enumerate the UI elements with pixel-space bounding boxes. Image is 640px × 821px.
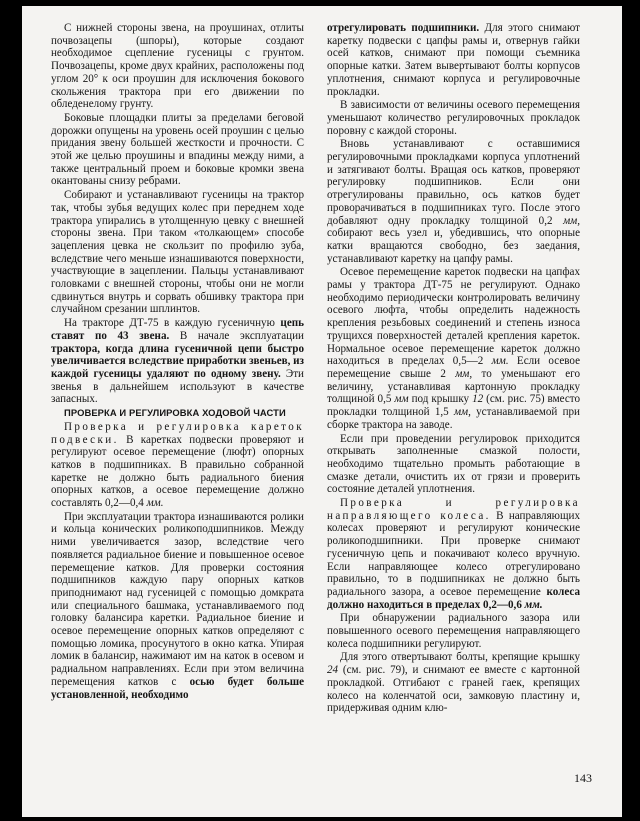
right-column bbox=[327, 22, 580, 716]
text-run: (см. рис. 75) вместо прокладки толщиной 1,5 bbox=[327, 393, 580, 419]
paragraph: С нижней стороны звена, на проушинах, отлиты почвозацепы (шпоры), которые создают необходимое сцепление гусеницы с грунтом. Почвозацепы, кроме двух крайних, расположены под углом 20° к оси проушин для исключения бокового скольжения трактора при его движении по обледенелому грунту. bbox=[51, 22, 304, 111]
italic-unit: мм. bbox=[491, 355, 509, 368]
text-run: Если осевое перемещение свыше 2 bbox=[327, 355, 581, 380]
text-run: На тракторе ДТ-75 в каждую гусеничную bbox=[64, 317, 281, 330]
bold-text: отрегулировать подшипники. bbox=[327, 22, 480, 34]
bold-text: трактора, когда длина гусеничной цепи быстро увеличивается вследствие приработки звеньев, из каждой гусеницы удаляют по одному звену. bbox=[51, 342, 305, 380]
text-run: устанавливаемой при сборке трактора на заводе. bbox=[327, 406, 580, 431]
italic-unit: мм. bbox=[524, 598, 543, 611]
spaced-heading: Проверка и регулировка кареток подвески. bbox=[51, 420, 304, 446]
text-run: При эксплуатации трактора изнашиваются ролики и кольца конических роликоподшипников. Между ними увеличивается зазор, вследствие чего появляется радиальное биение и повышенное осевое перемещение катков. Для проверки состояния подшипников каждую пару опорных катков приподнимают над гусеницей с помощью домкрата или специального башмака, устанавливаемого под головку балансира каретки. Радиальное биение и осевое перемещение опорных катков определяют с помощью ломика, просунутого в окно катка. Упирая ломик в балансир, нажимают им на каток в осевом и радиальном направлениях. Если при этом величина перемещения катков с bbox=[51, 510, 304, 688]
text-run: Эти звенья в дальнейшем используют в качестве запасных. bbox=[51, 367, 304, 406]
bold-text: цепь ставят по 43 звена. bbox=[51, 317, 304, 342]
bold-text: осью будет больше установленной, необходимо bbox=[51, 675, 305, 701]
book-page bbox=[22, 6, 622, 817]
paragraph: В зависимости от величины осевого перемещения уменьшают количество регулировочных прокладок поровну с каждой стороны. bbox=[327, 99, 580, 137]
italic-unit: мм. bbox=[146, 497, 164, 510]
text-run: В начале эксплуатации bbox=[169, 329, 304, 342]
section-title: ПРОВЕРКА И РЕГУЛИРОВКА ХОДОВОЙ ЧАСТИ bbox=[64, 407, 286, 419]
page-number: 143 bbox=[574, 771, 592, 785]
text-run: Для этого отвертывают болты, крепящие крышку bbox=[340, 651, 580, 664]
paragraph bbox=[51, 421, 304, 510]
paragraph bbox=[327, 138, 580, 265]
italic-unit: мм, bbox=[455, 367, 473, 380]
paragraph bbox=[51, 511, 304, 702]
left-column bbox=[51, 22, 304, 702]
text-run: Осевое перемещение кареток подвески на цапфах рамы у трактора ДТ-75 не регулируют. Однако необходимо периодически контролировать величину осевого люфта, чтобы определить надежность крепления резьбовых соединений и степень износа трущихся поверхностей деталей крепления кареток. Нормальное осевое перемещение кареток должно находиться в пределах 0,5—2 bbox=[327, 266, 580, 368]
paragraph bbox=[327, 497, 580, 611]
italic-unit: мм, bbox=[563, 214, 580, 227]
paragraph bbox=[327, 266, 580, 431]
text-run: (см. рис. 79), и снимают ее вместе с картонной прокладкой. Отгибают с граней гаек, крепящих колесо на коленчатой оси, замковую пластину и, придерживая одним клю- bbox=[327, 664, 580, 715]
text-run: то уменьшают его величину, устанавливая картонную прокладку толщиной 0,5 bbox=[327, 367, 580, 406]
paragraph: Собирают и устанавливают гусеницы на трактор так, чтобы зубья ведущих колес при переднем ходе трактора упирались в утолщенную цевку с внешней стороны звена. При таком «толкающем» способе зацепления цевка не скользит по профилю зуба, вследствие чего меньше изнашиваются поверхности, участвующие в зацеплении. Пальцы устанавливают головками с внешней стороны, чтобы они не могли сдвинуться внутрь и сорвать обшивку трактора при случайном срезании шплинтов. bbox=[51, 189, 304, 316]
italic-unit: мм, bbox=[453, 406, 471, 419]
bold-text: колеса должно находиться в пределах 0,2—0,6 bbox=[327, 585, 580, 611]
paragraph: Если при проведении регулировок приходится открывать заполненные смазкой полости, необходимо тщательно промыть работающие в смазке детали, очистить их от грязи и проверить состояние деталей уплотнения. bbox=[327, 432, 580, 496]
paragraph: При обнаружении радиального зазора или повышенного осевого перемещения направляющего колеса подшипники регулируют. bbox=[327, 612, 580, 650]
text-run: собирают весь узел и, убедившись, что опорные катки вращаются свободно, без заедания, устанавливают каретку на цапфу рамы. bbox=[327, 227, 580, 265]
text-run: под крышку bbox=[408, 393, 473, 406]
italic-unit: мм bbox=[394, 393, 409, 406]
text-run: Для этого снимают каретку подвески с цапфы рамы и, отвернув гайки осей катков, снимают при помощи съемника опорные катки. Затем вывертывают болты корпусов уплотнения, снимают корпуса и регулировочные прокладки. bbox=[327, 22, 580, 98]
text-run: В каретках подвески проверяют и регулируют осевое перемещение (люфт) опорных катков в подшипниках. В правильно собранной каретке не должно быть радиального биения опорных катков, а осевое перемещение должно составлять 0,2—0,4 bbox=[51, 433, 304, 510]
spaced-heading: Проверка и регулировка направляющего колеса. bbox=[327, 497, 580, 522]
paragraph bbox=[327, 22, 580, 98]
text-run: В направляющих колесах проверяют и регулируют конические роликоподшипники. При проверке снимают гусеничную цепь и покачивают колесо вручную. Если направляющее колесо отрегулировано правильно, то в подшипниках не должно быть радиального зазора, а осевое перемещение bbox=[327, 509, 580, 598]
text-run: Вновь устанавливают с оставшимися регулировочными прокладками корпуса уплотнений и затягивают болты. Вращая ось катков, проверяют регулировку подшипников. Если они отрегулированы правильно, ось катков будет проворачиваться в подшипниках туго. После этого добавляют одну прокладку толщиной 0,2 bbox=[327, 138, 580, 227]
italic-ref: 12 bbox=[472, 393, 484, 406]
paragraph: Боковые площадки плиты за пределами беговой дорожки опущены на уровень осей проушин с целью придания звену большей жесткости и прочности. С этой же целью проушины и впадины между ними, а также центральный проем и боковые кромки звена окантованы снизу ребрами. bbox=[51, 111, 304, 188]
italic-ref: 24 bbox=[327, 664, 339, 677]
paragraph bbox=[51, 317, 304, 406]
paragraph bbox=[327, 651, 580, 715]
